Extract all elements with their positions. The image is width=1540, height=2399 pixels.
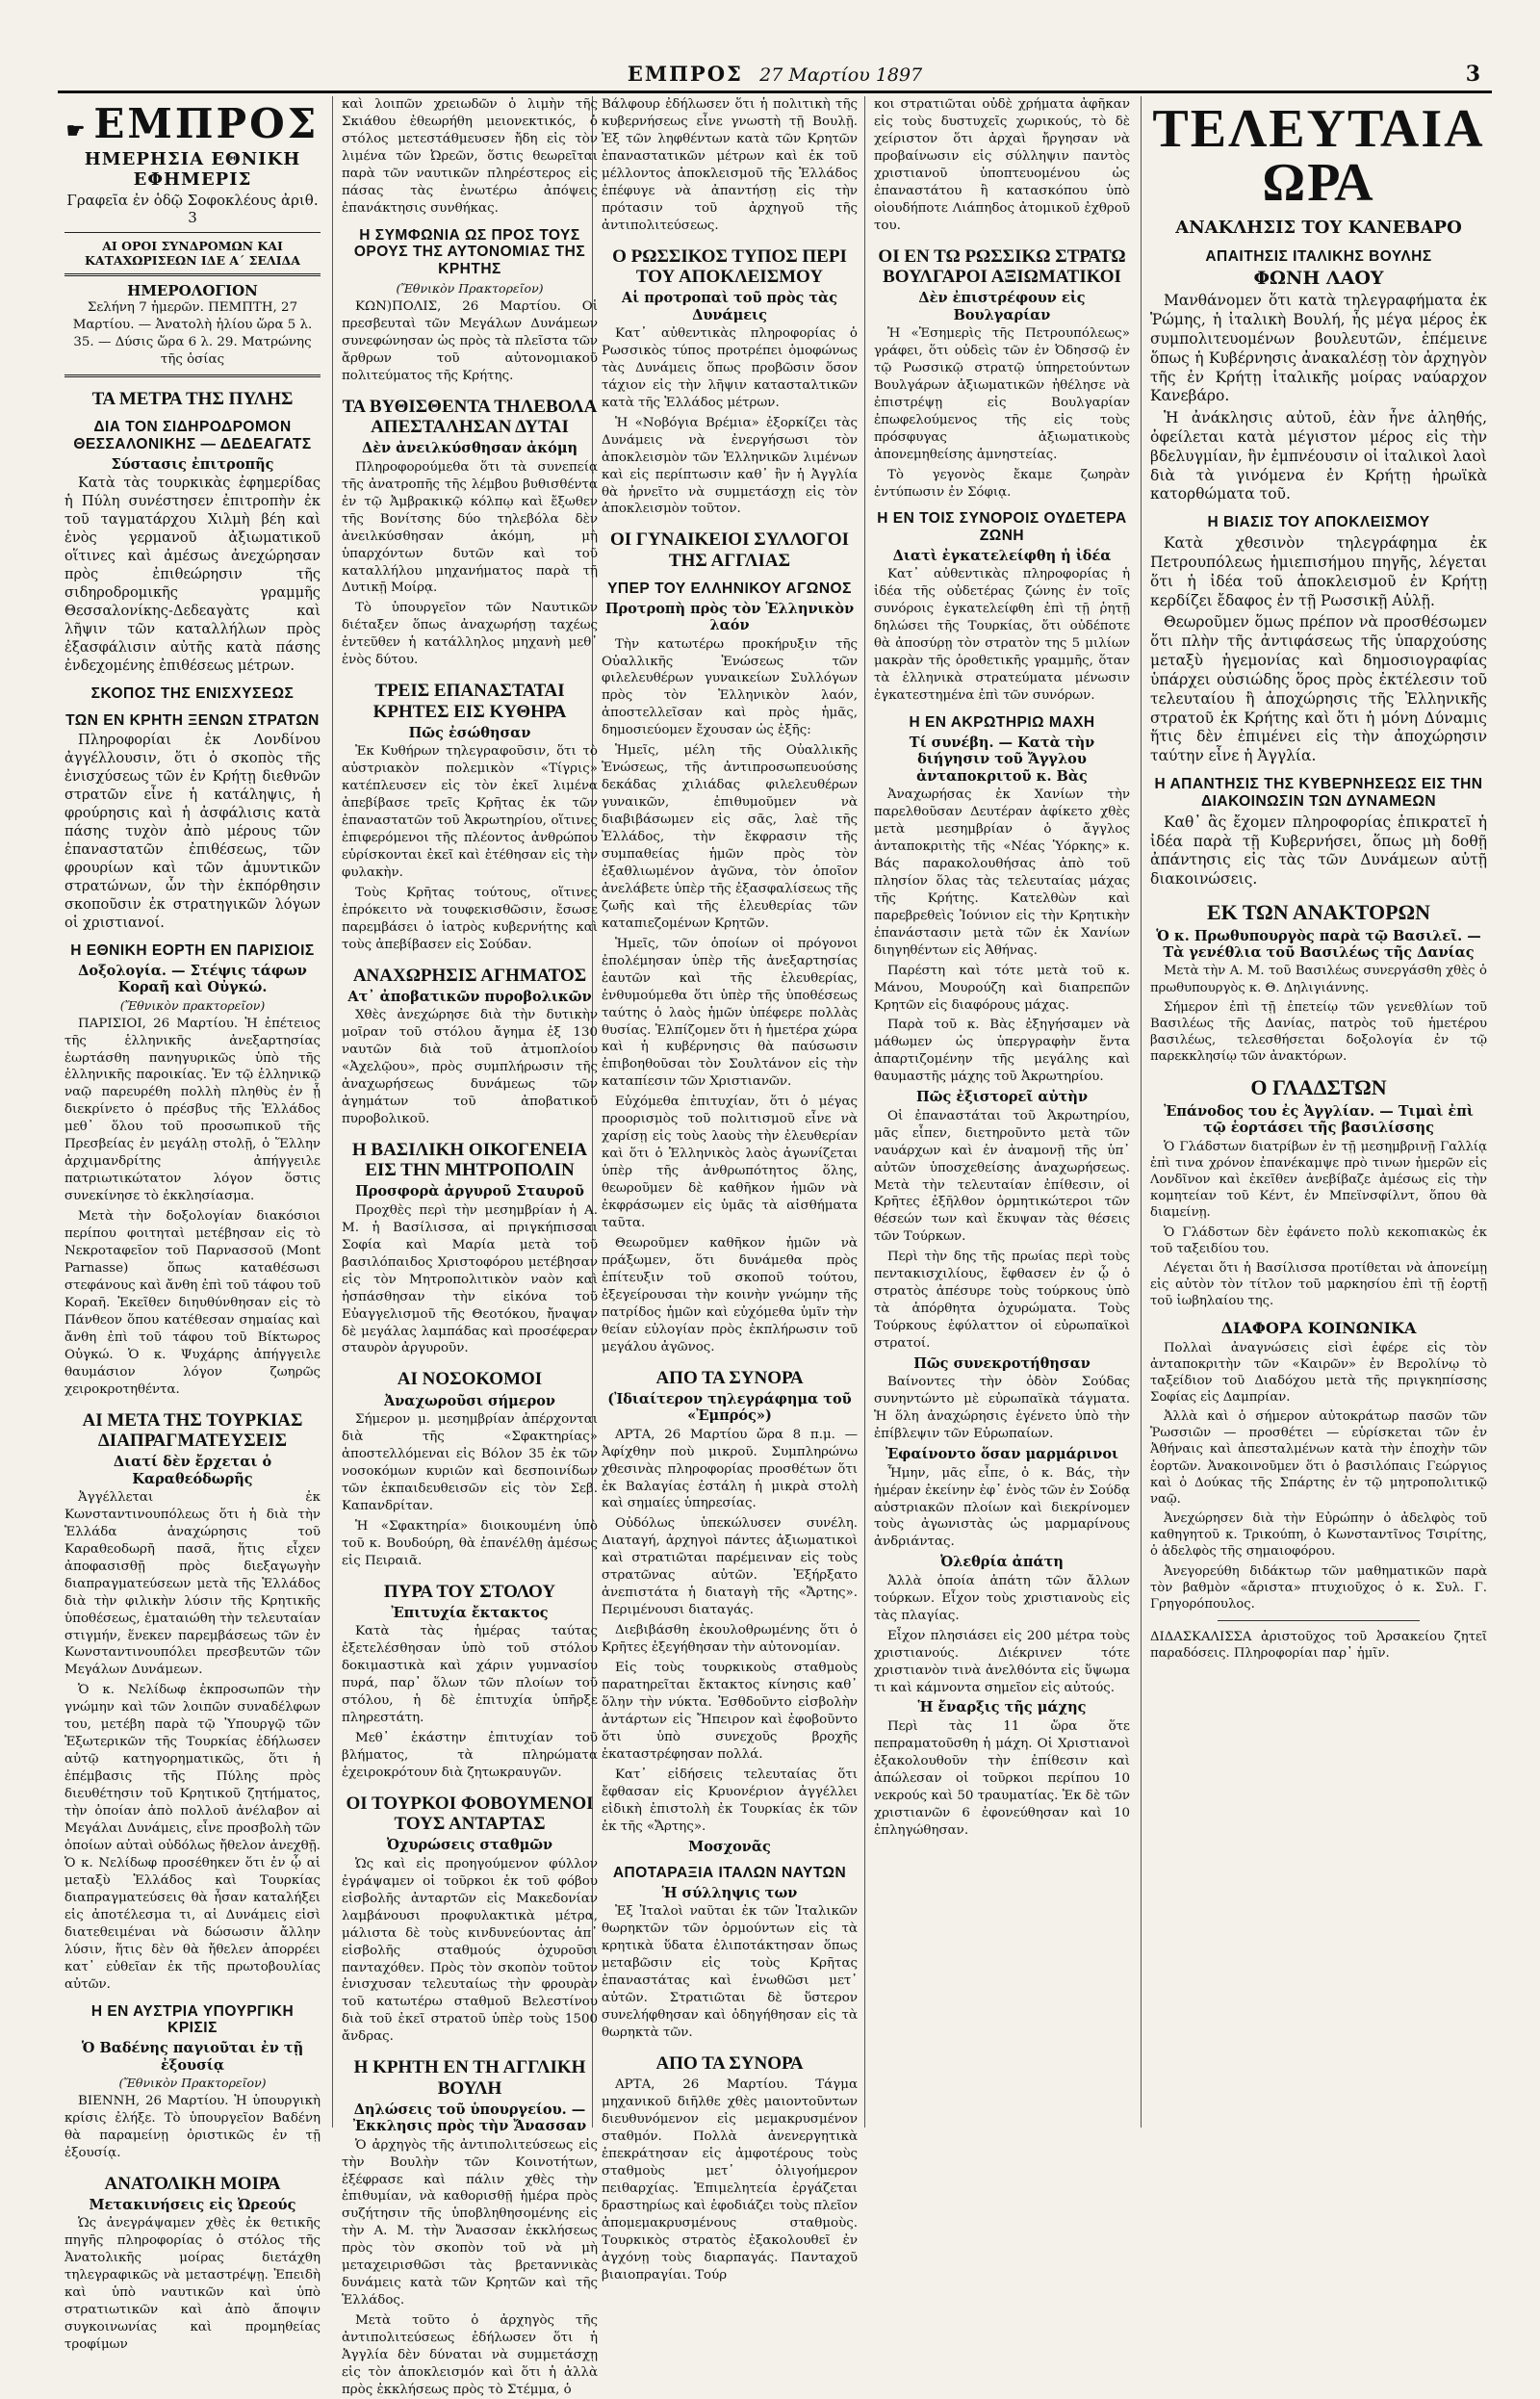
article-headline: Η ΕΝ ΤΟΙΣ ΣΥΝΟΡΟΙΣ ΟΥΔΕΤΕΡΑ ΖΩΝΗ: [877, 510, 1127, 545]
column-divider: [864, 96, 865, 2128]
article-paragraph: Μεθ᾽ ἑκάστην ἐπιτυχίαν τοῦ βλήματος, τὰ πληρώματα ἐχειροκρότουν διὰ ζητωκραυγῶν.: [342, 1731, 598, 1780]
article-paragraph: Ὁ Γλάδστων δὲν ἐφάνετο πολὺ κεκοπιακὼς ἐκ τοῦ ταξειδίου του.: [1150, 1225, 1487, 1256]
article-headline: Η ΕΝ ΑΚΡΩΤΗΡΙΩ ΜΑΧΗ: [909, 714, 1095, 732]
article-paragraph: Τὸ ὑπουργεῖον τῶν Ναυτικῶν διέταξεν ὅπως ἀναχωρήσῃ ταχέως ἐντεῦθεν ἡ κατάλληλος μηχανὴ μεθ᾽ ἑνὸς δύτου.: [342, 601, 598, 668]
article-headline: ΑΠΟΤΑΡΑΞΙΑ ΙΤΑΛΩΝ ΝΑΥΤΩΝ: [612, 1864, 847, 1881]
article-paragraph: Ἐξ Ἰταλοὶ ναῦται ἐκ τῶν Ἰταλικῶν θωρηκτῶν τῶν ὁρμούντων εἰς τὰ κρητικὰ ὕδατα ἐλιποτάκτησαν ὅπως μεταβῶσιν εἰς τοὺς Κρῆτας ἐπαναστάτας καὶ ἑνωθῶσι μετ᾽ αὐτῶν. Στρατιῶται δὲ ὕστερον συνελήφθησαν καὶ ὁδηγήθησαν εἰς τὰ θωρηκτὰ τῶν.: [602, 1904, 858, 2040]
article-subheadline: Ἐφαίνοντο ὅσαν μαρμάρινοι: [885, 1446, 1119, 1463]
article-paragraph: Ὁ Γλάδστων διατρίβων ἐν τῇ μεσημβρινῇ Γαλλίᾳ ἐπὶ τινα χρόνον ἐπανέκαμψε πρὸ τινων ἡμερῶν εἰς Λονδῖνον καὶ ἐκεῖθεν ἀνεβίβαζε ἀμέσως εἰς τὴν κομητείαν τοῦ Κέντ, ἐν Μπεϊνσφίλντ, ὅπου θὰ διαμείνῃ.: [1150, 1139, 1487, 1221]
article-paragraph: Κατ᾽ εἰδήσεις τελευταίας ὅτι ἔφθασαν εἰς Κρυονέριον ἀγγέλλει εἰδικὴ ἐπιστολὴ ἐκ Τουρκίας ἐκ τῶν ἐκ τῆς «Ἄρτης».: [602, 1767, 858, 1834]
article-subheadline: Δοξολογία. — Στέψις τάφων Κοραῆ καὶ Οὐγκώ.: [78, 962, 307, 996]
article-subheadline: Τί συνέβη. — Κατὰ τὴν διήγησιν τοῦ Ἄγγλου ἀνταποκριτοῦ κ. Βὰς: [909, 734, 1095, 785]
article-headline: ΟΙ ΓΥΝΑΙΚΕΙΟΙ ΣΥΛΛΟΓΟΙ ΤΗΣ ΑΓΓΛΙΑΣ: [609, 529, 850, 571]
article-subheadline: Ἐπάνοδος του ἐς Ἀγγλίαν. — Τιμαὶ ἐπὶ τῷ ἑορτάσει τῆς βασιλίσσης: [1164, 1102, 1474, 1137]
article-paragraph: Θεωροῦμεν καθῆκον ἡμῶν νὰ πράξωμεν, ὅτι δυνάμεθα πρὸς ἐπίτευξιν τοῦ σκοποῦ τούτου, ἐξεγείρουσαι τὴν κοινὴν γνώμην τῆς πατρίδος ἡμῶν καὶ εὐχόμεθα ὑμῖν τὴν θείαν εὐλογίαν πρὸς ἐκπλήρωσιν τοῦ μεγάλου ἀγῶνος.: [602, 1235, 858, 1354]
article-paragraph: Ὡς ἀνεγράψαμεν χθὲς ἐκ θετικῆς πηγῆς πληροφορίας ὁ στόλος τῆς Ἀνατολικῆς μοίρας διετάχθη τηλεγραφικῶς νὰ μεταστρέψῃ. Ἐπειδὴ καὶ ὑπὸ ναυτικῶν καὶ ὑπὸ στρατιωτικῶν καὶ ἀπὸ ἄποψιν συγκοινωνίας καὶ προμηθείας τροφίμων: [64, 2216, 321, 2353]
article-source: (Ἔθνικὸν Πρακτορεῖον): [396, 281, 544, 297]
article-paragraph: Ἐκ Κυθήρων τηλεγραφοῦσιν, ὅτι τὸ αὐστριακὸν πολεμικὸν «Τίγρις» κατέπλευσεν εἰς τὸν ἐκεῖ λιμένα ἀπεβίβασε τρεῖς Κρῆτας ἐκ τῶν ἐπαναστατῶν τοῦ Ἀκρωτηρίου, οἵτινες ἐπιφερόμενοι τῆς πλέοντος ἀνθρώπου εὑρίσκονται ἐκεῖ καὶ ἐτέθησαν εἰς τὴν φυλακὴν.: [342, 744, 598, 880]
article-paragraph: Κατὰ χθεσινὸν τηλεγράφημα ἐκ Πετρουπόλεως ἡμιεπισήμου πηγῆς, λέγεται ὅτι ἡ ἰδέα τοῦ ἀποκλεισμοῦ ἐν Κρήτῃ κερδίζει ἔδαφος ἐν τῇ Ρωσσικῇ Αὐλῇ.: [1150, 534, 1487, 609]
article-subheadline: Ἀναχωροῦσι σήμερον: [384, 1392, 555, 1409]
article-paragraph: Παρὰ τοῦ κ. Βὰς ἐξηγήσαμεν νὰ μάθωμεν ὡς ὑπεργραφὴν ἔντα ἀπαρτιζομένην τῆς μεγάλης καὶ θαυμαστῆς μάχης τοῦ Ἀκρωτηρίου.: [874, 1018, 1130, 1085]
article-headline: Η ΑΠΑΝΤΗΣΙΣ ΤΗΣ ΚΥΒΕΡΝΗΣΕΩΣ ΕΙΣ ΤΗΝ ΔΙΑΚΟΙΝΩΣΙΝ ΤΩΝ ΔΥΝΑΜΕΩΝ: [1154, 776, 1483, 810]
article-subheadline: ΔΙΑ ΤΟΝ ΣΙΔΗΡΟΔΡΟΜΟΝ ΘΕΣΣΑΛΟΝΙΚΗΣ — ΔΕΔΕΑΓΑΤΣ: [73, 419, 312, 452]
article-subheadline: Ὀχυρώσεις σταθμῶν: [386, 1837, 553, 1854]
article-subheadline: Ὀλεθρία ἀπάτη: [940, 1554, 1064, 1571]
article-headline: ΣΚΟΠΟΣ ΤΗΣ ΕΝΙΣΧΥΣΕΩΣ: [90, 684, 295, 702]
article-headline: ΟΙ ΕΝ ΤΩ ΡΩΣΣΙΚΩ ΣΤΡΑΤΩ ΒΟΥΛΓΑΡΟΙ ΑΞΙΩΜΑΤΙΚΟΙ: [878, 245, 1126, 287]
column-2: [337, 96, 603, 2397]
article-paragraph: Ἀναχωρήσας ἐκ Χανίων τὴν παρελθοῦσαν Δευτέραν ἀφίκετο χθὲς μετὰ μεσημβρίαν ὁ ἄγγλος ἀνταποκριτὴς τῆς «Νέας Ὑόρκης» κ. Βάς παρακολουθήσας ἀπὸ τοῦ πλησίον ὅλας τὰς τελευταίας μάχας τῆς Κρήτης. Κατελθὼν καὶ παρεβρεθεὶς Ἰούνιον εἰς τὴν Κρητικὴν ἐπανάστασιν μετὰ τῶν ἐκ Χανίων διηγηθέντων εἰς Ἀθήνας.: [874, 787, 1130, 958]
office-address: Γραφεῖα ἐν ὁδῷ Σοφοκλέους ἀριθ. 3: [66, 192, 319, 226]
article-subheadline: Ατ᾽ ἀποβατικῶν πυροβολικῶν: [347, 988, 592, 1005]
article-headline: Ο ΓΛΑΔΣΤΩΝ: [1250, 1075, 1387, 1100]
article-subheadline: ΤΩΝ ΕΝ ΚΡΗΤΗ ΞΕΝΩΝ ΣΤΡΑΤΩΝ: [65, 711, 320, 729]
article-paragraph: Τοὺς Κρῆτας τούτους, οἵτινες ἐπρόκειτο νὰ τουφεκισθῶσιν, ἔσωσε παρεμβάσει ὁ ἰατρὸς κυβερνήτης καὶ τοὺς ἀπεβίβασεν εἰς Σούδαν.: [342, 885, 598, 952]
article-paragraph: Εἰς τοὺς τουρκικοὺς σταθμοὺς παρατηρεῖται ἔκτακτος κίνησις καθ᾽ ὅλην τὴν νύκτα. Ἐσθδοῦντο εἰσβολὴν ἀντάρτων εἰς Ἤπειρον καὶ ἐφοβοῦντο ὅτι ὑπὸ συνεχοῦς βροχῆς ἐκαταστρέφησαν πολλά.: [602, 1661, 858, 1762]
article-subheadline: Ἐπιτυχία ἔκτακτος: [391, 1604, 549, 1621]
article-headline: ΑΝΑΤΟΛΙΚΗ ΜΟΙΡΑ: [104, 2173, 281, 2194]
article-paragraph: Τὸ γεγονὸς ἔκαμε ζωηρὰν ἐντύπωσιν ἐν Σόφιᾳ.: [874, 467, 1130, 500]
article-paragraph: καὶ λοιπῶν χρειωδῶν ὁ λιμὴν τῆς Σκιάθου ἐθεωρήθη μειονεκτικός, ὁ στόλος μετεστάθμευσεν ἤδη εἰς τὸν λιμένα τῶν Ὠρεῶν, ὅστις θεωρεῖται παρὰ τῶν ναυτικῶν πληρέστερος εἰς πάσας τὰς ἐνωτέρω ἀπόψεις ἐπανάκτησις συνθήκας.: [342, 97, 598, 216]
article-headline: ΠΥΡΑ ΤΟΥ ΣΤΟΛΟΥ: [383, 1581, 556, 1602]
logo-subtitle: ΗΜΕΡΗΣΙΑ ΕΘΝΙΚΗ ΕΦΗΜΕΡΙΣ: [84, 149, 301, 190]
article-paragraph: Κατὰ τὰς τουρκικὰς ἐφημερίδας ἡ Πύλη συνέστησεν ἐπιτροπὴν ἐκ τοῦ ταγματάρχου Χιλμὴ βέη καὶ ἑνὸς γερμανοῦ ἀξιωματικοῦ οἵτινες καὶ ἀμέσως ἀνεχώρησαν πρὸς ἐπιθεώρησιν τῆς σιδηροδρομικῆς γραμμῆς Θεσσαλονίκης-Δεδεαγὰτς καὶ λῆψιν τῶν καταλλήλων πρὸς ἐξασφάλισιν αὐτῆς κατὰ πάσης ἐνδεχομένης ἐπιθέσεως μέτρων.: [64, 475, 321, 674]
article-paragraph: Θεωροῦμεν ὅμως πρέπον νὰ προσθέσωμεν ὅτι πλὴν τῆς ἀντιφάσεως τῆς ὑπαρχούσης μεταξὺ ἡγεμονίας καὶ δημοσιογραφίας ὑπάρχει οὐσιώδης ὅρος πρὸς ἐκτέλεσιν τοῦ τελευταίου ἢ ἀποχώρησις τῆς Ἑλληνικῆς στρατοῦ ἐκ Κρήτης καὶ ὅτι ἡ μόνη Δύναμις ἥτις δὲν ἐπιμένει εἰς τὴν ἀποχώρησιν ταύτην εἶνε ἡ Ἀγγλία.: [1150, 613, 1487, 765]
article-paragraph: Ἀνεχώρησεν διὰ τὴν Εὐρώπην ὁ ἀδελφὸς τοῦ καθηγητοῦ κ. Τρικούπη, ὁ Κωνσταντῖνος Τσιρίτης, ὁ ἀδελφὸς τῆς σημαιοφόρου.: [1150, 1511, 1487, 1560]
article-paragraph: Ὁ ἀρχηγὸς τῆς ἀντιπολιτεύσεως εἰς τὴν Βουλὴν τῶν Κοινοτήτων, ἐξέφρασε καὶ πάλιν χθὲς τὴν ἐπιθυμίαν, νὰ καθορισθῇ ἡμέρα πρὸς συζήτησιν τῆς ὑποβληθησομένης εἰς τὴν Α. Μ. τὴν Ἄνασσαν ἐκκλήσεως πρὸς τὸν σκοπὸν τοῦ νὰ μὴ μεταχειρισθῶσι τὰς βρεταννικὰς δυνάμεις κατὰ τῶν Κρητῶν καὶ τῆς Ἑλλάδος.: [342, 2137, 598, 2309]
article-headline: Η ΚΡΗΤΗ ΕΝ ΤΗ ΑΓΓΛΙΚΗ ΒΟΥΛΗ: [353, 2057, 586, 2099]
article-paragraph: Ὁ κ. Νελίδωφ ἐκπροσωπῶν τὴν γνώμην καὶ τῶν λοιπῶν συναδέλφων του, μετέβη παρὰ τῷ Ὑπουργῷ τῶν Ἐξωτερικῶν τῆς Τουρκίας ἐδήλωσεν αὐτῷ κατηγορηματικῶς, ὅτι ἡ ἐπέμβασις τῆς Πύλης πρὸς διευθέτησιν τοῦ Κρητικοῦ ζητήματος, τὴν ὁποίαν ἀπὸ πολλοῦ ἀνέλαβον αἱ Μεγάλαι Δυνάμεις, εἶνε προσβολὴ τῶν ὁποίων αὐταὶ οὐδόλως ἤθελον ἀνεχθῇ. Ὁ κ. Νελίδωφ προσέθηκεν ὅτι ἐν ᾧ αἱ μεταξὺ Ἑλλάδος καὶ Τουρκίας διαπραγματεύσεις θὰ ἦσαν καταλήξει εἰς ἀποτέλεσμα τι, αἱ Δυνάμεις εἰσὶ διατεθειμέναι νὰ δώσωσιν ἄλλην λύσιν, ἥτις δὲν θὰ ἤθελεν ἀπορρέει κατ᾽ εὐθεῖαν ἐκ τῆς πρωτοβουλίας αὐτῶν.: [64, 1683, 321, 1992]
pointing-hand-icon: ☛: [65, 118, 89, 143]
article-paragraph: Ἀλλὰ ὁποία ἀπάτη τῶν ἄλλων τούρκων. Εἶχον τοὺς χριστιανοὺς εἰς τὰς πλαγίας.: [874, 1573, 1130, 1623]
article-subheadline: Πῶς συνεκροτήθησαν: [913, 1355, 1091, 1373]
article-paragraph: Σήμερον ἐπὶ τῇ ἐπετείῳ τῶν γενεθλίων τοῦ Βασιλέως τῆς Δανίας, πατρὸς τοῦ ἡμετέρου βασιλέως, τελεσθήσεται δοξολογία ἐν τῷ παρεκκλησίῳ τῶν ἀνακτόρων.: [1150, 999, 1487, 1065]
article-headline: ΔΙΑΦΟΡΑ ΚΟΙΝΩΝΙΚΑ: [1220, 1319, 1417, 1338]
article-paragraph: Ἀλλὰ καὶ ὁ σήμερον αὐτοκράτωρ πασῶν τῶν Ῥωσσιῶν — προσθέτει — εὑρίσκεται τῶν ἐν Ἀθήναις καὶ ἀπεσταλμένων κατὰ τὴν ἐποχὴν τῶν ἑορτῶν. Ἀνακοινοῦμεν ὅτι ὁ βασιλόπαις Γεώργιος καὶ ὁ Δούκας τῆς Σπάρτης ἐν τῷ μητροπολιτικῷ ναῷ.: [1150, 1409, 1487, 1507]
article-paragraph: Ἡ «Ἐσημερὶς τῆς Πετρουπόλεως» γράφει, ὅτι οὐδεὶς τῶν ἐν Ὀδησσῷ ἐν τῷ Ρωσσικῷ στρατῷ ὑπηρετούντων Βουλγάρων ἀξιωματικῶν ἠθέλησε νὰ ἐπιστρέψῃ εἰς Βουλγαρίαν ἐπωφελούμενος τῆς εἰς τοὺς πρόσφυγας ἀξιωματικοὺς ἀπονεμηθείσης ἀμνηστείας.: [874, 325, 1130, 462]
article-subheadline: Διατί δὲν ἔρχεται ὁ Καραθεόδωρῆς: [113, 1454, 272, 1487]
calendar-title: ΗΜΕΡΟΛΟΓΙΟΝ: [127, 282, 258, 299]
column-4: [869, 96, 1135, 2128]
article-headline: ΤΑ ΒΥΘΙΣΘΕΝΤΑ ΤΗΛΕΒΟΛΑ ΑΠΕΣΤΑΛΗΣΑΝ ΔΥΤΑΙ: [342, 396, 598, 438]
divider: [64, 273, 321, 276]
article-subheadline: Αἱ προτροπαὶ τοῦ πρὸς τὰς Δυνάμεις: [621, 290, 838, 323]
article-paragraph: Βαίνοντες τὴν ὁδὸν Σούδας συνηντώντο μὲ εὐρωπαϊκὰ τάγματα. Ἡ ὅλη ἀναχώρησις ἐγένετο ὑπὸ τὴν ἐπίβλεψιν τῶν Εὐρωπαίων.: [874, 1375, 1130, 1442]
article-paragraph: Εἶχον πλησιάσει εἰς 200 μέτρα τοὺς χριστιανούς. Διέκρινεν τότε χριστιανὸν τινὰ ἀνελθόντα εἰς ὕψωμα τι καὶ κάμνοντα σημεῖον εἰς αὐτούς.: [874, 1628, 1130, 1695]
article-subheadline: Διατὶ ἐγκατελείφθη ἡ ἰδέα: [892, 548, 1112, 565]
article-headline: ΤΡΕΙΣ ΕΠΑΝΑΣΤΑΤΑΙ ΚΡΗΤΕΣ ΕΙΣ ΚΥΘΗΡΑ: [372, 681, 567, 722]
column-divider: [1141, 96, 1142, 2128]
article-headline: ΑΠΟ ΤΑ ΣΥΝΟΡΑ: [655, 2052, 804, 2074]
article-paragraph: Προχθὲς περὶ τὴν μεσημβρίαν ἡ Α. Μ. ἡ Βασίλισσα, αἱ πριγκήπισσαι Σοφία καὶ Μαρία μετὰ τοῦ βασιλόπαιδος Χριστοφόρου μετέβησαν εἰς τὸν Μητροπολιτικὸν ναὸν καὶ ἠσπάσθησαν τὴν εἰκόνα τοῦ Εὐαγγελισμοῦ τῆς Θεοτόκου, ἤναψαν δὲ μεγάλας λαμπάδας καὶ προσέφεραν σταυρὸν ἀργυροῦν.: [342, 1202, 598, 1356]
article-paragraph: Μετὰ τοῦτο ὁ ἀρχηγὸς τῆς ἀντιπολιτεύσεως ἐδήλωσεν ὅτι ἡ Ἀγγλία δὲν δύναται νὰ συμμετάσχῃ εἰς τὸν ἀποκλεισμόν καὶ ὅτι ἡ ἀλλὰ πρὸς ἐκκλήσεως πρὸς τὸ Στέμμα, ὁ: [342, 2313, 598, 2397]
article-paragraph: Ἡμεῖς, μέλη τῆς Οὐαλλικῆς Ἑνώσεως, τῆς ἀντιπροσωπευούσης δεκάδας χιλιάδας φιλελευθέρων γυναικῶν, ἐπιθυμοῦμεν νὰ διαβιβάσωμεν εἰς σᾶς, λαὲ τῆς Ἑλλάδος, τὴν ἔκφρασιν τῆς συμπαθείας ἡμῶν πρὸς τὸν ἐξαθλιωμένον ἀγῶνα, τὸν ὁποῖον ἀνελάβετε ὑπὲρ τῆς ἐξασφαλίσεως τῆς ζωῆς καὶ τῆς ἐλευθερίας τῶν καταπιεζομένων Κρητῶν.: [602, 743, 858, 931]
article-paragraph: Πληροφορούμεθα ὅτι τὰ συνεπείᾳ τῆς ἀνατροπῆς τῆς λέμβου βυθισθέντα ἐν τῷ Ἀμβρακικῷ κόλπῳ καὶ ἔξωθεν τῆς Βονίτσης δύο τηλεβόλα δὲν ἀνειλκύσθησαν ἀκόμη, μὴ ὑπαρχόντων δυτῶν καὶ τοῦ καταλλήλου μηχανήματος παρὰ τῇ Δυτικῇ Μοίρᾳ.: [342, 459, 598, 596]
article-subheadline: Προτροπὴ πρὸς τὸν Ἑλληνικὸν λαόν: [604, 600, 855, 634]
article-headline: ΟΙ ΤΟΥΡΚΟΙ ΦΟΒΟΥΜΕΝΟΙ ΤΟΥΣ ΑΝΤΑΡΤΑΣ: [346, 1793, 594, 1835]
article-paragraph: Ἀγγέλλεται ἐκ Κωνσταντινουπόλεως ὅτι ἡ διὰ τὴν Ἑλλάδα ἀναχώρησις τοῦ Καραθεοδωρῆ πασᾶ, ἥτις εἶχεν ἀποφασισθῇ πρὸς διεξαγωγὴν διαπραγματεύσεων μετὰ τῆς Ἑλλάδος διὰ τὴν φιλικὴν λύσιν τῆς Κρητικῆς ὑποθέσεως, ἐματαιώθη τὴν τελευταίαν στιγμήν, ἕνεκεν παρεμβάσεως τῶν ἐν Κωνσταντινουπόλει πρεσβευτῶν τῶν Μεγάλων Δυνάμεων.: [64, 1489, 321, 1678]
article-subheadline: Σύστασις ἐπιτροπῆς: [111, 455, 274, 473]
article-paragraph: Μετὰ τὴν Α. Μ. τοῦ Βασιλέως συνεργάσθη χθὲς ὁ πρωθυπουργὸς κ. Θ. Δηλιγιάννης.: [1150, 964, 1487, 995]
article-paragraph: Οὐδόλως ὑπεκώλυσεν συνέλη. Διαταγή, ἀρχηγοὶ πάντες ἀξιωματικοὶ καὶ στρατιῶται παρέμειναν εἰς τοὺς στρατῶνας αὐτῶν. Ἐξήρξατο ἀνεπιστάτα ἡ διαταγὴ τῆς «Ἄρτης». Περιμένουσι διαταγάς.: [602, 1516, 858, 1618]
article-subheadline: Πῶς ἐσώθησαν: [408, 724, 531, 741]
article-subheadline: Μετακινήσεις εἰς Ὠρεούς: [89, 2197, 296, 2214]
classified-ad: ΔΙΔΑΣΚΑΛΙΣΣΑ ἀριστοῦχος τοῦ Ἀρσακείου ζητεῖ παραδόσεις. Πληροφορίαι παρ᾽ ἡμῖν.: [1150, 1630, 1487, 1662]
article-subheadline: Ἡ σύλληψις των: [661, 1884, 798, 1901]
article-paragraph: Πληροφορίαι ἐκ Λονδίνου ἀγγέλλουσιν, ὅτι ὁ σκοπὸς τῆς ἐνισχύσεως τῶν ἐν Κρήτῃ διεθνῶν στρατῶν εἶνε ἡ κατάληψις, ἡ φρούρησις καὶ ἡ ἀσφάλισις κατὰ πάσης τυχὸν ἀπὸ μέρους τῶν ἐπαναστατῶν ἐπιθέσεως, τῶν φρουρίων καὶ τῶν ἀμυντικῶν στρατώνων, ὧν τὴν ἐκπόρθησιν σκοποῦσιν ἐκ στρατηγικῶν λόγων οἱ χριστιανοί.: [64, 732, 321, 932]
article-paragraph: ΒΙΕΝΝΗ, 26 Μαρτίου. Ἡ ὑπουργικὴ κρίσις ἐλήξε. Τὸ ὑπουργεῖον Βαδένη θὰ παραμείνῃ ὁριστικῶς ἐν τῇ ἐξουσίᾳ.: [64, 2093, 321, 2160]
divider: [64, 374, 321, 377]
article-subheadline: Δηλώσεις τοῦ ὑπουργείου. — Ἐκκλησις πρὸς τὴν Ἄνασσαν: [352, 2101, 587, 2135]
masthead-title: ΕΜΠΡΟΣ: [627, 62, 743, 86]
article-paragraph: Παρέστη καὶ τότε μετὰ τοῦ κ. Μάνου, Μουρούζη καὶ διαπρεπῶν Κρητῶν εἰς διαφόρους μάχας.: [874, 963, 1130, 1013]
divider: [64, 232, 321, 233]
article-subheadline: Δὲν ἀνειλκύσθησαν ἀκόμη: [361, 440, 578, 457]
article-paragraph: ΠΑΡΙΣΙΟΙ, 26 Μαρτίου. Ἡ ἐπέτειος τῆς ἑλληνικῆς ἀνεξαρτησίας ἑωρτάσθη πανηγυρικῶς ὑπὸ τῆς ἑλληνικῆς παροικίας. Ἐν τῷ ἑλληνικῷ ναῷ παρευρέθη πολλὴ πληθὺς ἐν ᾗ διεκρίνετο ὁ πρέσβυς τῆς Ἑλλάδος μεθ᾽ ὅλου τοῦ προσωπικοῦ τῆς Πρεσβείας ἐν μεγάλῃ στολῇ, ὁ Ἕλλην ἀρχιμανδρίτης ἀπήγγειλε πατριωτικώτατον λόγον ὅστις συνεκίνησε τὸ ἐκκλησίασμα.: [64, 1016, 321, 1204]
page-number: 3: [1465, 62, 1480, 87]
section-headline: ΤΕΛΕΥΤΑΙΑ ΩΡΑ: [1152, 99, 1485, 213]
article-headline: ΑΙ ΝΟΣΟΚΟΜΟΙ: [397, 1369, 543, 1390]
article-paragraph: Πολλαὶ ἀναγνώσεις εἰσὶ ἐφέρε εἰς τὸν ἀνταποκριτὴν τῶν «Καιρῶν» ἐν Βερολίνῳ τὸ ταξείδιον τοῦ Διαδόχου μετὰ τῆς πριγκηπίσσης Σοφίας εἰς Δαμπρίαν.: [1150, 1340, 1487, 1405]
column-divider: [332, 96, 333, 2128]
column-1: [60, 96, 325, 2353]
article-paragraph: κοι στρατιῶται οὐδὲ χρήματα ἀφῆκαν εἰς τοὺς δυστυχεῖς χωρικούς, τὸ δὲ χείριστον ὅτι ἀρχαὶ ἤργησαν νὰ προβαίνωσιν εἰς σύλληψιν παντὸς χριστιανοῦ ὑποπτευομένου ὡς ἐπαναστάτου ἢ κατασκόπου ὑπὸ οἰουδήποτε Λιάπηδος ἀτομικοῦ ἐχθροῦ του.: [874, 97, 1130, 233]
article-subheadline: Πῶς ἐξιστορεῖ αὐτὴν: [915, 1089, 1088, 1106]
article-source: (Ἔθνικὸν Πρακτορεῖον): [118, 2075, 267, 2090]
article-paragraph: Ἦμην, μᾶς εἶπε, ὁ κ. Βάς, τὴν ἡμέραν ἐκείνην ἐφ᾽ ἑνὸς τῶν ἐν Σούδᾳ αὐστριακῶν πλοίων καὶ διεκρίνομεν τοὺς ἀγωνιστὰς ὡς μαρμαρίνους ἀνδριάντας.: [874, 1465, 1130, 1550]
article-paragraph: Χθὲς ἀνεχώρησε διὰ τὴν δυτικὴν μοῖραν τοῦ στόλου ἄγημα ἐξ 130 ναυτῶν διὰ τοῦ ἀτμοπλοίου «Ἀχελῷου», πρὸς συμπλήρωσιν τῆς ἀναχωρήσεως δυνάμεως τῶν ἀγημάτων τοῦ ἀποβατικοῦ πυροβολικοῦ.: [342, 1008, 598, 1126]
article-paragraph: Κατ᾽ αὐθεντικὰς πληροφορίας ἡ ἰδέα τῆς οὐδετέρας ζώνης ἐν τοῖς συνόροις ἐγκατελείφθη ἐπὶ τῇ ῥητῇ δηλώσει τῆς Τουρκίας, ὅτι οὐδέποτε θὰ ἀποσύρῃ τὸν στρατὸν της 5 μιλίων μακρὰν τῆς ὁροθετικῆς γραμμῆς, ὅταν τὰ ἑλληνικὰ στρατεύματα μένωσιν ἐγκατεστημένα ἐπὶ τῶν συνόρων.: [874, 567, 1130, 704]
article-headline: ΑΝΑΚΛΗΣΙΣ ΤΟΥ ΚΑΝΕΒΑΡΟ: [1175, 218, 1462, 238]
article-headline: ΤΑ ΜΕΤΡΑ ΤΗΣ ΠΥΛΗΣ: [91, 388, 294, 409]
article-paragraph: Λέγεται ὅτι ἡ Βασίλισσα προτίθεται νὰ ἀπονείμῃ εἰς αὐτὸν τὸν τίτλον τοῦ μαρκησίου ἐπὶ τῇ ἑορτῇ τοῦ ἰωβηλαίου της.: [1150, 1260, 1487, 1309]
article-subheadline: Ὁ Βαδένης παγιοῦται ἐν τῇ ἐξουσίᾳ: [81, 2040, 304, 2074]
article-paragraph: Μανθάνομεν ὅτι κατὰ τηλεγραφήματα ἐκ Ῥώμης, ἡ ἰταλικὴ Βουλή, ἧς μέγα μέρος ἐκ συμπολιτευομένων βουλευτῶν, ἐπέμεινε ὅπως ἡ Κυβέρνησις ἀνακαλέσῃ τὸν ἀρχηγὸν τῆς ἐν Κρήτῃ ἰταλικῆς μοίρας ναύαρχον Κανεβάρο.: [1150, 292, 1487, 405]
article-headline: Ο ΡΩΣΣΙΚΟΣ ΤΥΠΟΣ ΠΕΡΙ ΤΟΥ ΑΠΟΚΛΕΙΣΜΟΥ: [612, 245, 847, 287]
calendar-text: Σελήνη 7 ἡμερῶν. ΠΕΜΠΤΗ, 27 Μαρτίου. — Ἀνατολὴ ἡλίου ὥρα 5 λ. 35. — Δύσις ὥρα 6 λ. 29. Ματρώνης τῆς ὁσίας: [72, 300, 313, 367]
article-subheadline: Ὁ κ. Πρωθυπουργὸς παρὰ τῷ Βασιλεῖ. — Τὰ γενέθλια τοῦ Βασιλέως τῆς Δανίας: [1156, 927, 1481, 962]
masthead-title-line: [58, 62, 1492, 86]
article-paragraph: Ἡ «Σφακτηρία» διοικουμένη ὑπὸ τοῦ κ. Βουδούρη, θὰ ἐπανέλθῃ ἀμέσως εἰς Πειραιᾶ.: [342, 1518, 598, 1568]
article-paragraph: Μετὰ τὴν δοξολογίαν διακόσιοι περίπου φοιτηταὶ μετέβησαν εἰς τὸ Νεκροταφεῖον τοῦ Παρνασσοῦ (Mont Parnasse) ὅπως καταθέσωσι στεφάνους καὶ ἄνθη ἐπὶ τοῦ τάφου τοῦ Κοραῆ. Ἐκεῖθεν διηυθύνθησαν εἰς τὸ Πάνθεον ὅπου κατέθεσαν σημαίας καὶ ἄνθη ἐπὶ τοῦ τάφου τοῦ Βίκτωρος Οὐγκώ. Ὁ κ. Ψυχάρης ἀπήγγειλε θαυμάσιον λόγον ζωηρῶς χειροκροτηθέντα.: [64, 1209, 321, 1397]
column-3: [597, 96, 862, 2283]
article-paragraph: Ὡς καὶ εἰς προηγούμενον φύλλον ἐγράψαμεν οἱ τοῦρκοι ἐκ τοῦ φόβου εἰσβολῆς ἀνταρτῶν εἰς Μακεδονίαν λαμβάνουσι προφυλακτικὰ μέτρα, μάλιστα δὲ τοὺς κινδυνεύοντας ἀπ᾽ εἰσβολῆς σταθμούς ὀχυροῦσι πανταχόθεν. Πρὸς τὸν σκοπὸν τοῦτον ἐνισχυσαν τελευταίως τὴν φρουρὰν τοῦ κατωτέρω σταθμοῦ Βελεστίνου διὰ τοῦ ἐκεῖ στρατοῦ ὑπὲρ τοὺς 1500 ἄνδρας.: [342, 1856, 598, 2045]
article-subheadline: Ἡ ἔναρξις τῆς μάχης: [917, 1699, 1087, 1716]
article-paragraph: Βάλφουρ ἐδήλωσεν ὅτι ἡ πολιτικὴ τῆς κυβερνήσεως εἶνε γνωστὴ τῇ Βουλῇ. Ἐξ τῶν ληφθέντων κατὰ τῶν Κρητῶν ἐπαναστατικῶν μέτρων καὶ ἐκ τοῦ μέλλοντος ἀποκλεισμοῦ τῆς Ἑλλάδος ἐπέφυγε νὰ ἀπαντήσῃ εἰς τὴν πρότασιν τοῦ ἀρχηγοῦ τῆς ἀντιπολιτεύσεως.: [602, 97, 858, 233]
article-headline: ΕΚ ΤΩΝ ΑΝΑΚΤΟΡΩΝ: [1206, 900, 1431, 924]
article-paragraph: ΚΩΝ)ΠΟΛΙΣ, 26 Μαρτίου. Οἱ πρεσβευταὶ τῶν Μεγάλων Δυνάμεων συνεφώνησαν ὡς πρὸς τὰ πλεῖστα τῶν ἄρθρων τοῦ αὐτονομιακοῦ πολιτεύματος τῆς Κρήτης.: [342, 299, 598, 383]
article-headline: ΑΝΑΧΩΡΗΣΙΣ ΑΓΗΜΑΤΟΣ: [352, 965, 587, 986]
article-paragraph: Ἡ «Νοβόγια Βρέμια» ἐξορκίζει τὰς Δυνάμεις νὰ ἐνεργήσωσι τὸν ἀποκλεισμὸν τῶν Ἑλληνικῶν λιμένων καὶ εἰς περίπτωσιν καθ᾽ ἣν ἡ Ἀγγλία θὰ ἠρνεῖτο νὰ συμμετάσχῃ εἰς τὸν ἀποκλεισμὸν τοῦτον.: [602, 415, 858, 517]
article-signature: Μοσχονᾶς: [688, 1838, 771, 1855]
masthead: [58, 60, 1492, 93]
article-subheadline: (Ἰδιαίτερον τηλεγράφημα τοῦ «Ἐμπρός»): [607, 1390, 852, 1425]
article-paragraph: Περὶ τὰς 11 ὥρα ὅτε πεπραματοῦσθη ἡ μάχη. Οἱ Χριστιανοὶ ἐξακολουθοῦν τὴν ἐπίθεσιν καὶ ἀπώλεσαν οἱ τοῦρκοι περίπου 10 νεκρούς καὶ 50 τραυματίας. Ἐκ δὲ τῶν χριστιανῶν 6 ἐφονεύθησαν καὶ 10 ἐπληγώθησαν.: [874, 1718, 1130, 1838]
article-subheadline: Προσφορὰ ἀργυροῦ Σταυροῦ: [355, 1183, 584, 1200]
divider: [1218, 1620, 1420, 1621]
article-paragraph: Ἀνεγορεύθη διδάκτωρ τῶν μαθηματικῶν παρὰ τὸν βαθμὸν «ἄριστα» πτυχιοῦχος ὁ κ. Συλ. Γ. Γρηγορόπουλος.: [1150, 1563, 1487, 1612]
article-paragraph: Τὴν κατωτέρω προκήρυξιν τῆς Οὐαλλικῆς Ἑνώσεως τῶν φιλελευθέρων γυναικείων Συλλόγων πρὸς τὸν Ἑλληνικὸν λαόν, ἀποστελλεῖσαν καὶ πρὸς ἡμᾶς, δημοσιεύομεν ἔχουσαν ὡς ἑξῆς:: [602, 636, 858, 738]
article-subheadline: ΑΠΑΙΤΗΣΙΣ ΙΤΑΛΙΚΗΣ ΒΟΥΛΗΣ: [1205, 247, 1432, 265]
newspaper-logo: ☛ ΕΜΠΡΟΣ: [65, 100, 320, 147]
article-headline: Η ΒΙΑΣΙΣ ΤΟΥ ΑΠΟΚΛΕΙΣΜΟΥ: [1207, 514, 1430, 531]
article-source: (Ἔθνικὸν πρακτορεῖον): [119, 997, 266, 1013]
column-5: [1145, 96, 1492, 2128]
article-headline: Η ΕΘΝΙΚΗ ΕΟΡΤΗ ΕΝ ΠΑΡΙΣΙΟΙΣ: [70, 942, 315, 960]
article-paragraph: ΑΡΤΑ, 26 Μαρτίου ὥρα 8 π.μ. — Ἀφίχθην ποὺ μικροῦ. Συμπληρώνω χθεσινὰς πληροφορίας προσθέτων ὅτι ἐκ Βαλαγίας ἐστάλη ἡ μικρὰ στολὴ καὶ σημαίες ὑπηρεσίας.: [602, 1427, 858, 1511]
article-paragraph: Σήμερον μ. μεσημβρίαν ἀπέρχονται διὰ τῆς «Σφακτηρίας» ἀποστελλόμεναι εἰς Βόλον 35 ἐκ τῶν νοσοκόμων κυριῶν καὶ δεσποινίδων τῶν ἐκπαιδευθεισῶν εἰς τὸν Σεβ. Καπανδρίταν.: [342, 1412, 598, 1513]
article-paragraph: Ἡ ἀνάκλησις αὐτοῦ, ἐὰν ἦνε ἀληθής, ὀφείλεται κατὰ μέγιστον μέρος εἰς τὴν βδελυγμίαν, ἣν ἐμπνέουσιν οἱ ἰταλικοὶ λαοὶ διὰ τὰ γινόμενα ἐν Κρήτῃ ἠρωϊκὰ κατορθώματα τοῦ.: [1150, 409, 1487, 503]
article-paragraph: Εὐχόμεθα ἐπιτυχίαν, ὅτι ὁ μέγας προορισμὸς τοῦ πολιτισμοῦ εἶνε νὰ χαρίσῃ εἰς τοὺς λαοὺς τὴν ἐλευθερίαν καὶ ὅτι ὁ Ἑλληνικὸς λαὸς ἀγωνίζεται ὑπὲρ τῆς ἀνθρωπότητος ὅλης, θεωροῦμεν δὲ καθῆκον ἡμῶν νὰ ἐκφράσωμεν εἰς ὑμᾶς τὰ αἰσθήματα ταῦτα.: [602, 1095, 858, 1230]
subscription-terms: ΑΙ ΟΡΟΙ ΣΥΝΔΡΟΜΩΝ ΚΑΙ ΚΑΤΑΧΩΡΙΣΕΩΝ ΙΔΕ Α΄ ΣΕΛΙΔΑ: [85, 239, 300, 268]
article-subheadline: Δὲν ἐπιστρέφουν εἰς Βουλγαρίαν: [918, 290, 1086, 323]
article-headline: ΑΠΟ ΤΑ ΣΥΝΟΡΑ: [655, 1367, 804, 1388]
article-headline: Η ΒΑΣΙΛΙΚΗ ΟΙΚΟΓΕΝΕΙΑ ΕΙΣ ΤΗΝ ΜΗΤΡΟΠΟΛΙΝ: [351, 1139, 588, 1181]
article-paragraph: Οἱ ἐπαναστάται τοῦ Ἀκρωτηρίου, μᾶς εἶπεν, διετηροῦντο μετὰ τῶν ναυάρχων καὶ ἐν ἀναμονῇ τῆς ὑπ᾽ αὐτῶν ὑποσχεθείσης ἀναχωρήσεως. Μετὰ τὴν τελευταίαν ἐπίθεσιν, οἱ Κρῆτες ἐξῆλθον ὁρμητικώτεροι τῶν θέσεών των καὶ ἔκυψαν τὰς θέσεις τῶν Τούρκων.: [874, 1108, 1130, 1245]
article-paragraph: Ἡμεῖς, τῶν ὁποίων οἱ πρόγονοι ἐπολέμησαν ὑπὲρ τῆς ἀνεξαρτησίας ἑαυτῶν καὶ τῆς ἐλευθερίας, ἐνθυμούμεθα ὅτι ὑπὲρ τῆς ὑποθέσεως ταύτης ὁ λαὸς ἡμῶν ὑπέφερε πολλὰς θυσίας. Ἐλπίζομεν ὅτι ἡ ἡμετέρα χώρα καὶ ἡ κυβέρνησις θὰ παύσωσιν ἐπιβοηθοῦσαι τὸν Σουλτάνον εἰς τὴν καταπίεσιν τῶν Χριστιανῶν.: [602, 936, 858, 1090]
article-paragraph: Καθ᾽ ἃς ἔχομεν πληροφορίας ἐπικρατεῖ ἡ ἰδέα παρὰ τῇ Κυβερνήσει, ὅπως μὴ δοθῇ ἀπάντησις εἰς τὰς τῶν Δυνάμεων αὐτῇ διακοινώσεις.: [1150, 813, 1487, 889]
article-paragraph: Κατ᾽ αὐθεντικὰς πληροφορίας ὁ Ρωσσικὸς τύπος προτρέπει ὁμοφώνως τὰς Δυνάμεις ὅπως προβῶσιν ὅσον τάχιον εἰς τὴν λῆψιν κατασταλτικῶν κατὰ τῆς Ἑλλάδος μέτρων.: [602, 325, 858, 410]
article-headline: ΑΙ ΜΕΤΑ ΤΗΣ ΤΟΥΡΚΙΑΣ ΔΙΑΠΡΑΓΜΑΤΕΥΣΕΙΣ: [82, 1409, 303, 1451]
article-paragraph: Διεβιβάσθη ἐκουλοθρωμένης ὅτι ὁ Κρῆτες ἐξεγήθησαν τὴν αὐτονομίαν.: [602, 1623, 858, 1656]
article-headline: Η ΕΝ ΑΥΣΤΡΙΑ ΥΠΟΥΡΓΙΚΗ ΚΡΙΣΙΣ: [90, 2002, 295, 2037]
article-paragraph: ΑΡΤΑ, 26 Μαρτίου. Τάγμα μηχανικοῦ διῆλθε χθὲς μαιοντοῦντων διευθυνόμενον εἰς μεμακρυσμένον σταθμόν. Πολλὰ ἀνενεργητικὰ ἐπεκράτησαν εἰς ἀμφοτέρους τοὺς σταθμοὺς μετ᾽ ὀλιγοήμερον πειθαρχίας. Ἐπιμελητεία ἐργάζεται δραστηρίως καὶ ἐφοδιάζει τοὺς πλεῖον ἀπομεμακρυσμένους σταθμοὺς. Τουρκικὸς στρατὸς ἐξακολουθεῖ ἐν ἀγχόνῃ τοὺς διαρπαγάς. Πανταχοῦ βιαιοπραγίαι. Τούρ: [602, 2077, 858, 2283]
article-headline: Η ΣΥΜΦΩΝΙΑ ΩΣ ΠΡΟΣ ΤΟΥΣ ΟΡΟΥΣ ΤΗΣ ΑΥΤΟΝΟΜΙΑΣ ΤΗΣ ΚΡΗΤΗΣ: [353, 226, 586, 278]
article-subheadline: ΦΩΝΗ ΛΑΟΥ: [1253, 268, 1384, 290]
article-subheadline: ΥΠΕΡ ΤΟΥ ΕΛΛΗΝΙΚΟΥ ΑΓΩΝΟΣ: [607, 580, 852, 597]
article-paragraph: Περὶ τὴν δης τῆς πρωίας περὶ τοὺς πεντακισχιλίους, ἔφθασεν ἐν ᾧ ὁ στρατὸς ἀπέσυρε τοὺς τούρκους ὑπὸ τὰ ἀπόρθητα ὀχυρώματα. Τοὺς Τούρκους ἐφύλαττον οἱ εὐρωπαϊκοὶ στρατοί.: [874, 1250, 1130, 1352]
masthead-date: 27 Μαρτίου 1897: [759, 64, 923, 86]
article-paragraph: Κατὰ τὰς ἡμέρας ταύτας ἐξετελέσθησαν ὑπὸ τοῦ στόλου δοκιμαστικὰ καὶ χάριν γυμνασίου πυρά, παρ᾽ ὅλων τῶν πλοίων τοῦ στόλου, ἡ δὲ ἐπιτυχία ὑπῆρξε πληρεστάτη.: [342, 1624, 598, 1726]
